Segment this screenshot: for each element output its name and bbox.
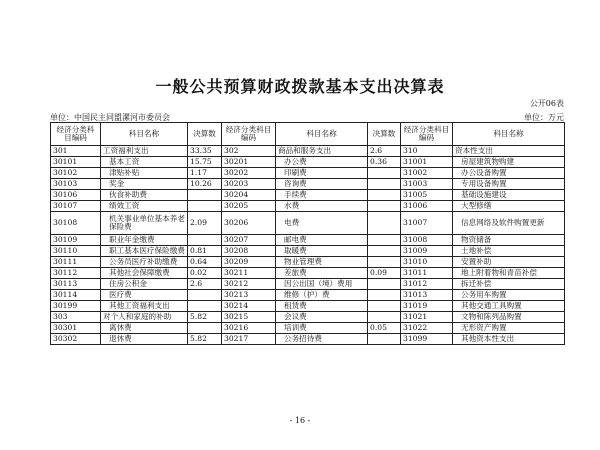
cell-name-1: 对个人和家庭的补助 xyxy=(101,312,188,323)
table-header-row xyxy=(51,123,565,146)
cell-amount-1 xyxy=(188,235,222,246)
cell-code-3: 31019 xyxy=(401,301,453,312)
cell-code-1: 30114 xyxy=(51,290,101,301)
form-number: 公开06表 xyxy=(529,99,564,108)
table-row xyxy=(51,157,565,168)
cell-amount-2 xyxy=(368,334,401,345)
cell-amount-2 xyxy=(368,312,401,323)
header-amount-2: 决算数 xyxy=(368,123,401,146)
cell-name-1: 职工基本医疗保险缴费 xyxy=(101,246,188,257)
cell-code-2: 30215 xyxy=(222,312,276,323)
table-row xyxy=(51,279,565,290)
cell-code-2: 30209 xyxy=(222,257,276,268)
table-row xyxy=(51,190,565,201)
cell-name-2: 公务招待费 xyxy=(276,334,368,345)
cell-code-1: 30101 xyxy=(51,157,101,168)
cell-amount-1: 5.82 xyxy=(188,334,222,345)
cell-code-3: 31009 xyxy=(401,246,453,257)
cell-name-2: 咨询费 xyxy=(276,179,368,190)
cell-code-3: 31003 xyxy=(401,179,453,190)
cell-name-1: 奖金 xyxy=(101,179,188,190)
cell-amount-1: 1.17 xyxy=(188,168,222,179)
table-row xyxy=(51,146,565,157)
cell-code-1: 30109 xyxy=(51,235,101,246)
cell-name-1: 绩效工资 xyxy=(101,201,188,212)
cell-name-1: 机关事业单位基本养老保险费 xyxy=(101,212,188,235)
cell-amount-2 xyxy=(368,212,401,235)
cell-code-1: 30111 xyxy=(51,257,101,268)
cell-amount-2 xyxy=(368,246,401,257)
cell-code-1: 30107 xyxy=(51,201,101,212)
cell-amount-1: 33.35 xyxy=(188,146,222,157)
cell-amount-1: 0.64 xyxy=(188,257,222,268)
cell-name-3: 文物和陈列品购置 xyxy=(453,312,565,323)
cell-code-3: 31022 xyxy=(401,323,453,334)
currency-unit: 单位：万元 xyxy=(524,113,564,122)
cell-amount-2 xyxy=(368,235,401,246)
cell-amount-1: 0.81 xyxy=(188,246,222,257)
cell-code-1: 30301 xyxy=(51,323,101,334)
cell-name-3: 其他资本性支出 xyxy=(453,334,565,345)
header-name-3: 科目名称 xyxy=(453,123,565,146)
cell-code-1: 30102 xyxy=(51,168,101,179)
cell-name-2: 商品和服务支出 xyxy=(276,146,368,157)
cell-code-2: 30212 xyxy=(222,279,276,290)
cell-amount-1 xyxy=(188,190,222,201)
cell-name-3: 大型修缮 xyxy=(453,201,565,212)
cell-amount-1: 2.6 xyxy=(188,279,222,290)
cell-amount-2 xyxy=(368,290,401,301)
cell-name-1: 其他社会保障缴费 xyxy=(101,268,188,279)
cell-code-1: 30113 xyxy=(51,279,101,290)
cell-amount-1: 2.09 xyxy=(188,212,222,235)
cell-name-2: 物业管理费 xyxy=(276,257,368,268)
cell-name-2: 办公费 xyxy=(276,157,368,168)
cell-amount-2 xyxy=(368,168,401,179)
cell-name-1: 住房公积金 xyxy=(101,279,188,290)
cell-code-2: 30208 xyxy=(222,246,276,257)
cell-code-3: 31006 xyxy=(401,201,453,212)
cell-code-2: 30216 xyxy=(222,323,276,334)
cell-code-1: 30199 xyxy=(51,301,101,312)
cell-amount-2 xyxy=(368,190,401,201)
cell-code-3: 31008 xyxy=(401,235,453,246)
cell-code-1: 30302 xyxy=(51,334,101,345)
cell-name-3: 房屋建筑物购建 xyxy=(453,157,565,168)
cell-code-3: 31021 xyxy=(401,312,453,323)
cell-code-3: 31012 xyxy=(401,279,453,290)
cell-code-2: 30213 xyxy=(222,290,276,301)
cell-name-3: 专用设备购置 xyxy=(453,179,565,190)
cell-code-1: 30110 xyxy=(51,246,101,257)
cell-name-1: 退休费 xyxy=(101,334,188,345)
page-title: 一般公共预算财政拨款基本支出决算表 xyxy=(155,77,445,96)
table-row xyxy=(51,168,565,179)
cell-code-3: 31099 xyxy=(401,334,453,345)
table-row xyxy=(51,290,565,301)
cell-name-2: 会议费 xyxy=(276,312,368,323)
cell-name-2: 邮电费 xyxy=(276,235,368,246)
cell-name-3: 拆迁补偿 xyxy=(453,279,565,290)
cell-name-2: 印刷费 xyxy=(276,168,368,179)
cell-code-3: 31002 xyxy=(401,168,453,179)
cell-name-2: 差旅费 xyxy=(276,268,368,279)
cell-name-3: 公务用车购置 xyxy=(453,290,565,301)
cell-code-3: 31013 xyxy=(401,290,453,301)
cell-code-2: 30205 xyxy=(222,201,276,212)
cell-name-1: 津贴补贴 xyxy=(101,168,188,179)
cell-code-2: 30204 xyxy=(222,190,276,201)
cell-amount-2 xyxy=(368,179,401,190)
cell-amount-1 xyxy=(188,201,222,212)
cell-amount-2 xyxy=(368,279,401,290)
cell-name-1: 离休费 xyxy=(101,323,188,334)
cell-code-2: 30211 xyxy=(222,268,276,279)
cell-code-1: 30103 xyxy=(51,179,101,190)
cell-amount-2: 0.05 xyxy=(368,323,401,334)
page-number: - 16 - xyxy=(289,416,311,425)
cell-name-3: 办公设备购置 xyxy=(453,168,565,179)
cell-name-1: 公务员医疗补助缴费 xyxy=(101,257,188,268)
cell-name-1: 伙食补助费 xyxy=(101,190,188,201)
cell-code-2: 30214 xyxy=(222,301,276,312)
table-row xyxy=(51,201,565,212)
cell-code-1: 30112 xyxy=(51,268,101,279)
table-row xyxy=(51,257,565,268)
table-row xyxy=(51,246,565,257)
table-row xyxy=(51,301,565,312)
cell-name-3: 信息网络及软件购置更新 xyxy=(453,212,565,235)
table-row xyxy=(51,235,565,246)
cell-amount-2: 2.6 xyxy=(368,146,401,157)
cell-name-3: 土地补偿 xyxy=(453,246,565,257)
cell-amount-1 xyxy=(188,323,222,334)
cell-name-2: 手续费 xyxy=(276,190,368,201)
expenditure-table xyxy=(50,122,565,345)
cell-amount-2 xyxy=(368,257,401,268)
cell-amount-2 xyxy=(368,301,401,312)
header-code-1: 经济分类科目编码 xyxy=(51,123,101,146)
cell-name-2: 租赁费 xyxy=(276,301,368,312)
cell-code-2: 302 xyxy=(222,146,276,157)
cell-amount-2: 0.09 xyxy=(368,268,401,279)
table-row xyxy=(51,268,565,279)
cell-code-2: 30206 xyxy=(222,212,276,235)
cell-name-3: 无形资产购置 xyxy=(453,323,565,334)
cell-name-2: 因公出国（境）费用 xyxy=(276,279,368,290)
table-row xyxy=(51,323,565,334)
cell-code-2: 30217 xyxy=(222,334,276,345)
cell-code-3: 310 xyxy=(401,146,453,157)
cell-name-2: 维修（护）费 xyxy=(276,290,368,301)
table-row xyxy=(51,312,565,323)
cell-amount-1: 15.75 xyxy=(188,157,222,168)
cell-amount-1: 5.82 xyxy=(188,312,222,323)
header-name-2: 科目名称 xyxy=(276,123,368,146)
cell-amount-1: 10.26 xyxy=(188,179,222,190)
cell-amount-1: 0.02 xyxy=(188,268,222,279)
cell-name-1: 其他工资福利支出 xyxy=(101,301,188,312)
cell-name-3: 地上附着物和青苗补偿 xyxy=(453,268,565,279)
cell-name-2: 电费 xyxy=(276,212,368,235)
table-row xyxy=(51,179,565,190)
header-name-1: 科目名称 xyxy=(101,123,188,146)
cell-code-3: 31001 xyxy=(401,157,453,168)
cell-name-3: 基础设施建设 xyxy=(453,190,565,201)
header-amount-1: 决算数 xyxy=(188,123,222,146)
cell-amount-2: 0.36 xyxy=(368,157,401,168)
cell-name-1: 医疗费 xyxy=(101,290,188,301)
cell-code-1: 303 xyxy=(51,312,101,323)
cell-name-2: 取暖费 xyxy=(276,246,368,257)
cell-code-3: 31011 xyxy=(401,268,453,279)
header-code-2: 经济分类科目编码 xyxy=(222,123,276,146)
cell-name-3: 安置补助 xyxy=(453,257,565,268)
cell-name-1: 基本工资 xyxy=(101,157,188,168)
cell-amount-1 xyxy=(188,301,222,312)
table-row xyxy=(51,212,565,235)
cell-code-1: 301 xyxy=(51,146,101,157)
cell-code-2: 30203 xyxy=(222,179,276,190)
cell-name-3: 其他交通工具购置 xyxy=(453,301,565,312)
table-row xyxy=(51,334,565,345)
cell-amount-1 xyxy=(188,290,222,301)
cell-code-2: 30201 xyxy=(222,157,276,168)
cell-code-1: 30106 xyxy=(51,190,101,201)
cell-name-2: 培训费 xyxy=(276,323,368,334)
reporting-unit: 单位：中国民主同盟漯河市委员会 xyxy=(50,113,170,122)
cell-name-1: 职业年金缴费 xyxy=(101,235,188,246)
cell-code-3: 31010 xyxy=(401,257,453,268)
cell-amount-2 xyxy=(368,201,401,212)
header-code-3: 经济分类科目编码 xyxy=(401,123,453,146)
cell-name-1: 工资福利支出 xyxy=(101,146,188,157)
cell-code-3: 31007 xyxy=(401,212,453,235)
cell-name-3: 物资储备 xyxy=(453,235,565,246)
cell-code-3: 31005 xyxy=(401,190,453,201)
cell-name-2: 水费 xyxy=(276,201,368,212)
cell-name-3: 资本性支出 xyxy=(453,146,565,157)
cell-code-1: 30108 xyxy=(51,212,101,235)
cell-code-2: 30207 xyxy=(222,235,276,246)
cell-code-2: 30202 xyxy=(222,168,276,179)
